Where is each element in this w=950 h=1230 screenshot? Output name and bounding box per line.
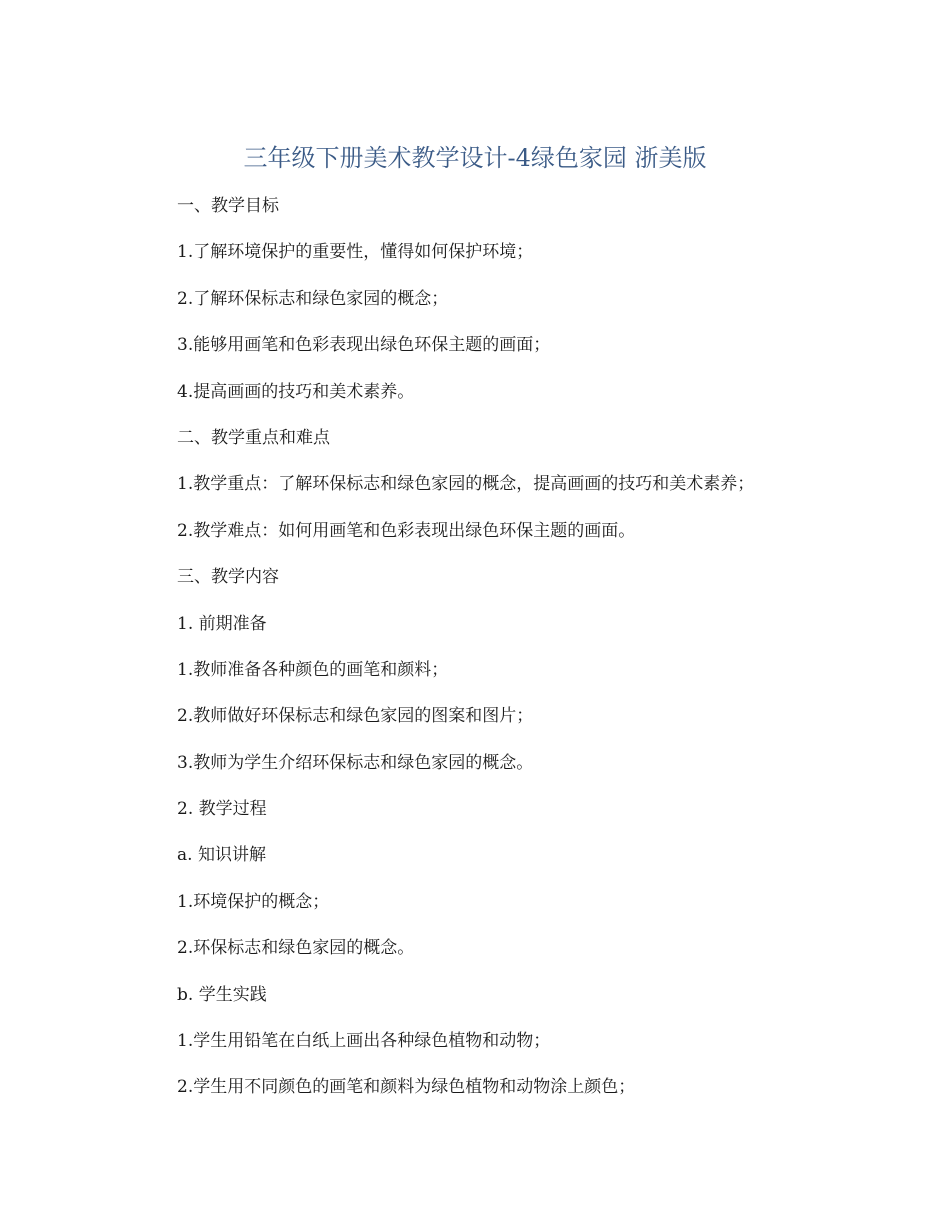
subsection-heading-process: 2. 教学过程: [177, 799, 267, 820]
document-title: 三年级下册美术教学设计-4绿色家园 浙美版: [243, 144, 707, 172]
section-heading-content: 三、教学内容: [177, 567, 279, 588]
subsection-heading-practice: b. 学生实践: [177, 984, 267, 1005]
knowledge-item: 2.环保标志和绿色家园的概念。: [177, 938, 415, 959]
subsection-heading-preparation: 1. 前期准备: [177, 613, 267, 634]
preparation-item: 3.教师为学生介绍环保标志和绿色家园的概念。: [177, 752, 534, 773]
objective-item: 2.了解环保标志和绿色家园的概念；: [177, 288, 449, 309]
section-heading-key-points: 二、教学重点和难点: [177, 427, 330, 448]
practice-item: 2.学生用不同颜色的画笔和颜料为绿色植物和动物涂上颜色；: [177, 1077, 636, 1098]
document-body: [177, 186, 917, 1114]
preparation-item: 1.教师准备各种颜色的画笔和颜料；: [177, 659, 449, 680]
practice-item: 1.学生用铅笔在白纸上画出各种绿色植物和动物；: [177, 1031, 551, 1052]
preparation-item: 2.教师做好环保标志和绿色家园的图案和图片；: [177, 706, 534, 727]
section-heading-objectives: 一、教学目标: [177, 196, 279, 216]
objective-item: 1.了解环境保护的重要性，懂得如何保护环境；: [177, 242, 534, 263]
knowledge-item: 1.环境保护的概念；: [177, 891, 330, 912]
key-point-item: 2.教学难点：如何用画笔和色彩表现出绿色环保主题的画面。: [177, 520, 636, 541]
key-point-item: 1.教学重点：了解环保标志和绿色家园的概念，提高画画的技巧和美术素养；: [177, 474, 755, 495]
subsection-heading-knowledge: a. 知识讲解: [177, 845, 266, 866]
objective-item: 3.能够用画笔和色彩表现出绿色环保主题的画面；: [177, 335, 551, 356]
objective-item: 4.提高画画的技巧和美术素养。: [177, 381, 415, 402]
